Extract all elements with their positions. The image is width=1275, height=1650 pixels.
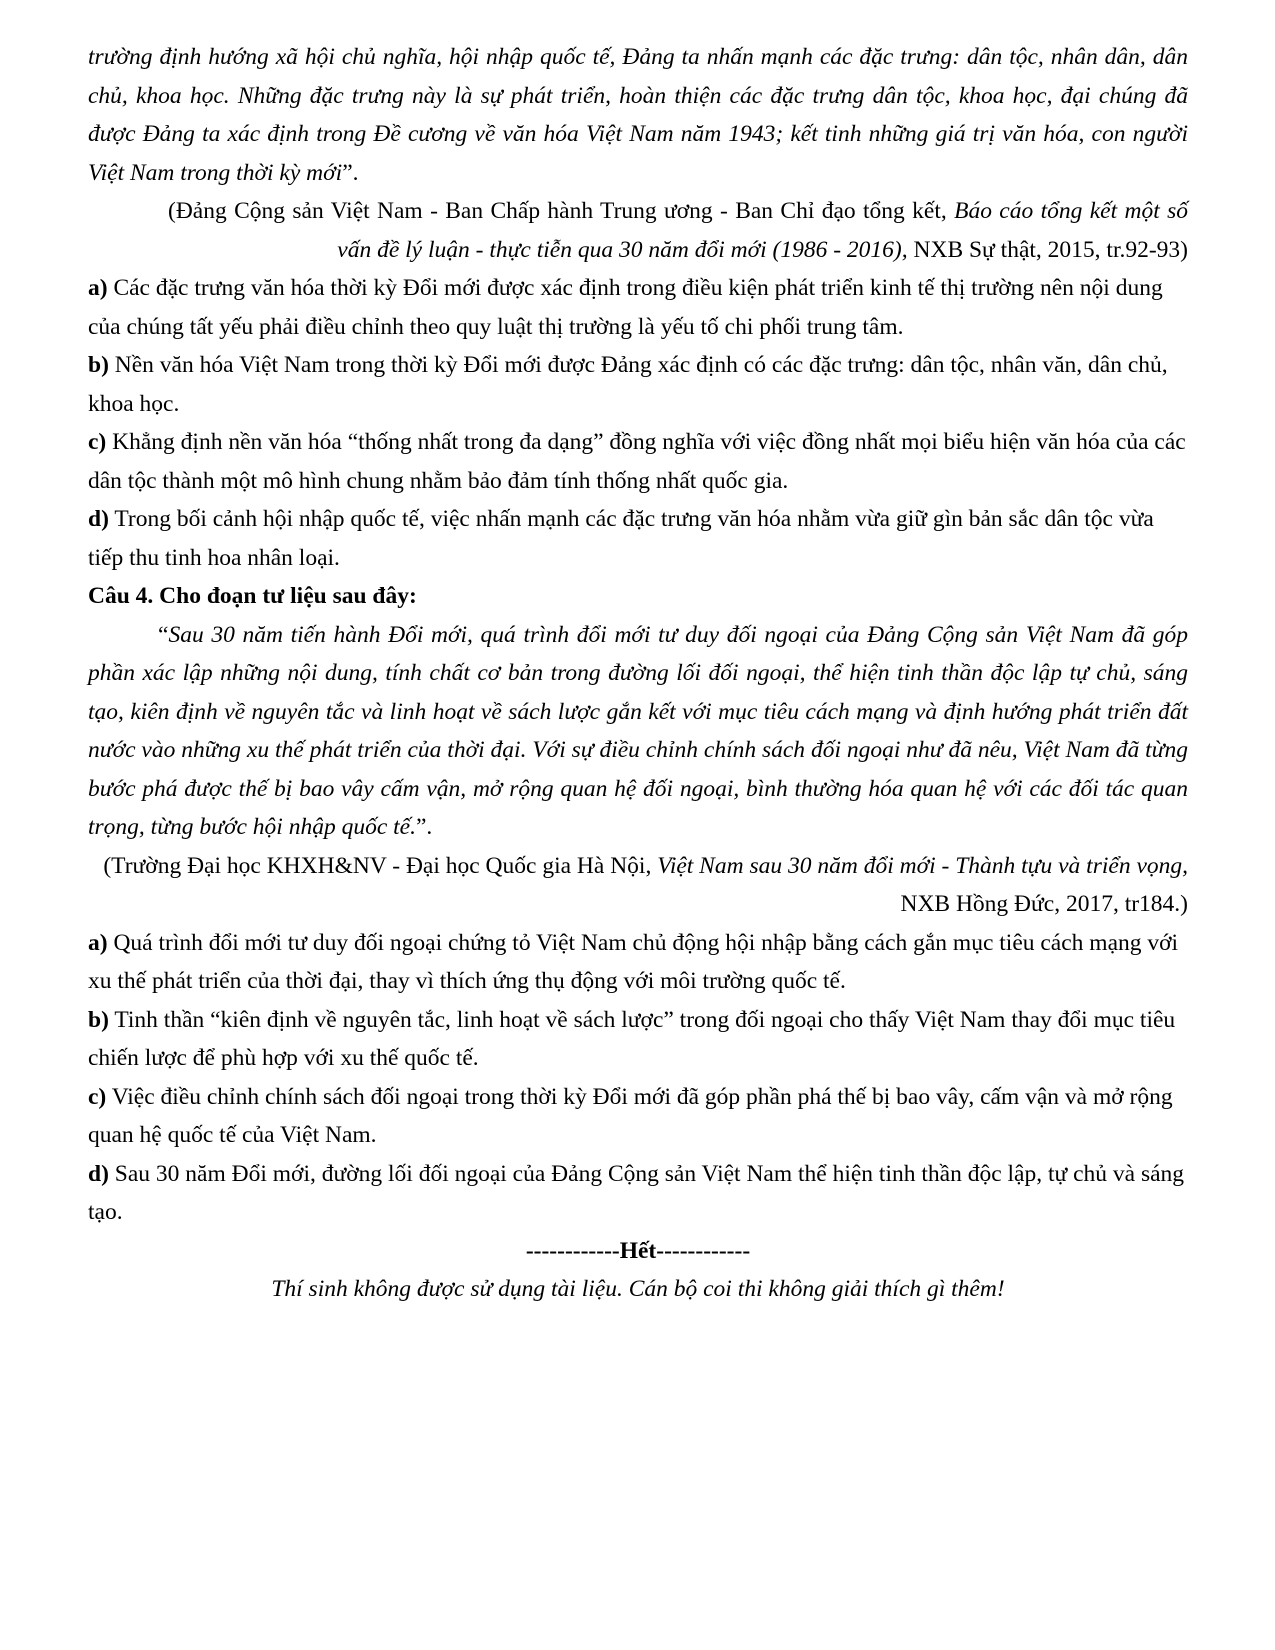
q3-option-label: d) [88,506,109,532]
q3-quote-text: trường định hướng xã hội chủ nghĩa, hội nhập quốc tế, Đảng ta nhấn mạnh các đặc trưng: dân tộc, nhân dân, dân chủ, khoa học. Những đặc trưng này là sự phát triển, hoàn thiện các đặc trưng dân tộc, khoa học, đại chúng đã được Đảng ta xác định trong Đề cương về văn hóa Việt Nam năm 1943; kết tinh những giá trị văn hóa, con người Việt Nam trong thời kỳ mới [88,44,1188,186]
q3-option-a [88,269,1188,346]
q4-option-label: b) [88,1006,109,1033]
q4-option-text: Sau 30 năm Đổi mới, đường lối đối ngoại của Đảng Cộng sản Việt Nam thể hiện tinh thần độc lập, tự chủ và sáng tạo. [88,1160,1185,1225]
q4-quote [88,616,1188,847]
q4-option-b [88,1001,1188,1078]
q3-source [88,192,1188,269]
q3-option-label: b) [88,352,109,378]
q4-title: Câu 4. Cho đoạn tư liệu sau đây: [88,583,417,609]
q4-source-title: Việt Nam sau 30 năm đổi mới - Thành tựu và triển vọng, [657,852,1188,879]
q4-source-suffix: NXB Hồng Đức, 2017, tr184.) [900,891,1188,917]
q4-quote-open: “ [158,621,169,648]
q3-quote-close: ”. [342,159,359,186]
q3-option-text: Nền văn hóa Việt Nam trong thời kỳ Đổi mới được Đảng xác định có các đặc trưng: dân tộc, nhân văn, dân chủ, khoa học. [88,352,1168,417]
q4-option-label: a) [88,929,108,956]
q4-source [88,847,1188,924]
q4-option-c [88,1078,1188,1155]
footer-note: Thí sinh không được sử dụng tài liệu. Cán bộ coi thi không giải thích gì thêm! [271,1276,1005,1302]
q3-option-text: Trong bối cảnh hội nhập quốc tế, việc nhấn mạnh các đặc trưng văn hóa nhằm vừa giữ gìn bản sắc dân tộc vừa tiếp thu tinh hoa nhân loại. [88,506,1154,571]
q4-option-text: Việc điều chỉnh chính sách đối ngoại trong thời kỳ Đổi mới đã góp phần phá thế bị bao vây, cấm vận và mở rộng quan hệ quốc tế của Việt Nam. [88,1083,1173,1148]
q4-option-text: Tinh thần “kiên định về nguyên tắc, linh hoạt về sách lược” trong đối ngoại cho thấy Việt Nam thay đổi mục tiêu chiến lược để phù hợp với xu thế quốc tế. [88,1006,1176,1071]
q3-option-c [88,423,1188,500]
q4-quote-text: Sau 30 năm tiến hành Đổi mới, quá trình đổi mới tư duy đối ngoại của Đảng Cộng sản Việt Nam đã góp phần xác lập những nội dung, tính chất cơ bản trong đường lối đối ngoại, thể hiện tinh thần độc lập tự chủ, sáng tạo, kiên định về nguyên tắc và linh hoạt về sách lược gắn kết với mục tiêu cách mạng và định hướng phát triển đất nước vào những xu thế phát triển của thời đại. Với sự điều chỉnh chính sách đối ngoại như đã nêu, Việt Nam đã từng bước phá được thế bị bao vây cấm vận, mở rộng quan hệ đối ngoại, bình thường hóa quan hệ với các đối tác quan trọng, từng bước hội nhập quốc tế. [88,621,1188,840]
q4-option-text: Quá trình đổi mới tư duy đối ngoại chứng tỏ Việt Nam chủ động hội nhập bằng cách gắn mục tiêu cách mạng với xu thế phát triển của thời đại, thay vì thích ứng thụ động với môi trường quốc tế. [88,929,1179,994]
q4-option-d [88,1155,1188,1232]
q3-option-d [88,500,1188,577]
q3-option-label: a) [88,275,108,301]
q3-source-title: Báo cáo tổng kết một số vấn đề lý luận - thực tiễn qua 30 năm đổi mới (1986 - 2016), [337,198,1188,263]
q3-option-label: c) [88,429,107,455]
q3-option-b [88,346,1188,423]
q4-option-label: c) [88,1083,107,1110]
q4-option-label: d) [88,1160,109,1187]
q3-option-text: Khẳng định nền văn hóa “thống nhất trong đa dạng” đồng nghĩa với việc đồng nhất mọi biểu hiện văn hóa của các dân tộc thành một mô hình chung nhằm bảo đảm tính thống nhất quốc gia. [88,429,1186,494]
q3-option-text: Các đặc trưng văn hóa thời kỳ Đổi mới được xác định trong điều kiện phát triển kinh tế thị trường nên nội dung của chúng tất yếu phải điều chỉnh theo quy luật thị trường là yếu tố chi phối trung tâm. [88,275,1163,340]
exam-page [88,38,1188,1309]
q4-option-a [88,924,1188,1001]
q3-source-suffix: NXB Sự thật, 2015, tr.92-93) [907,236,1188,263]
q3-source-prefix: (Đảng Cộng sản Việt Nam - Ban Chấp hành Trung ương - Ban Chỉ đạo tổng kết, [168,198,955,224]
q4-source-prefix: (Trường Đại học KHXH&NV - Đại học Quốc gia Hà Nội, [103,852,658,879]
q3-quote [88,38,1188,192]
end-mark: ------------Hết------------ [525,1237,751,1264]
q4-quote-close: ”. [415,814,433,840]
